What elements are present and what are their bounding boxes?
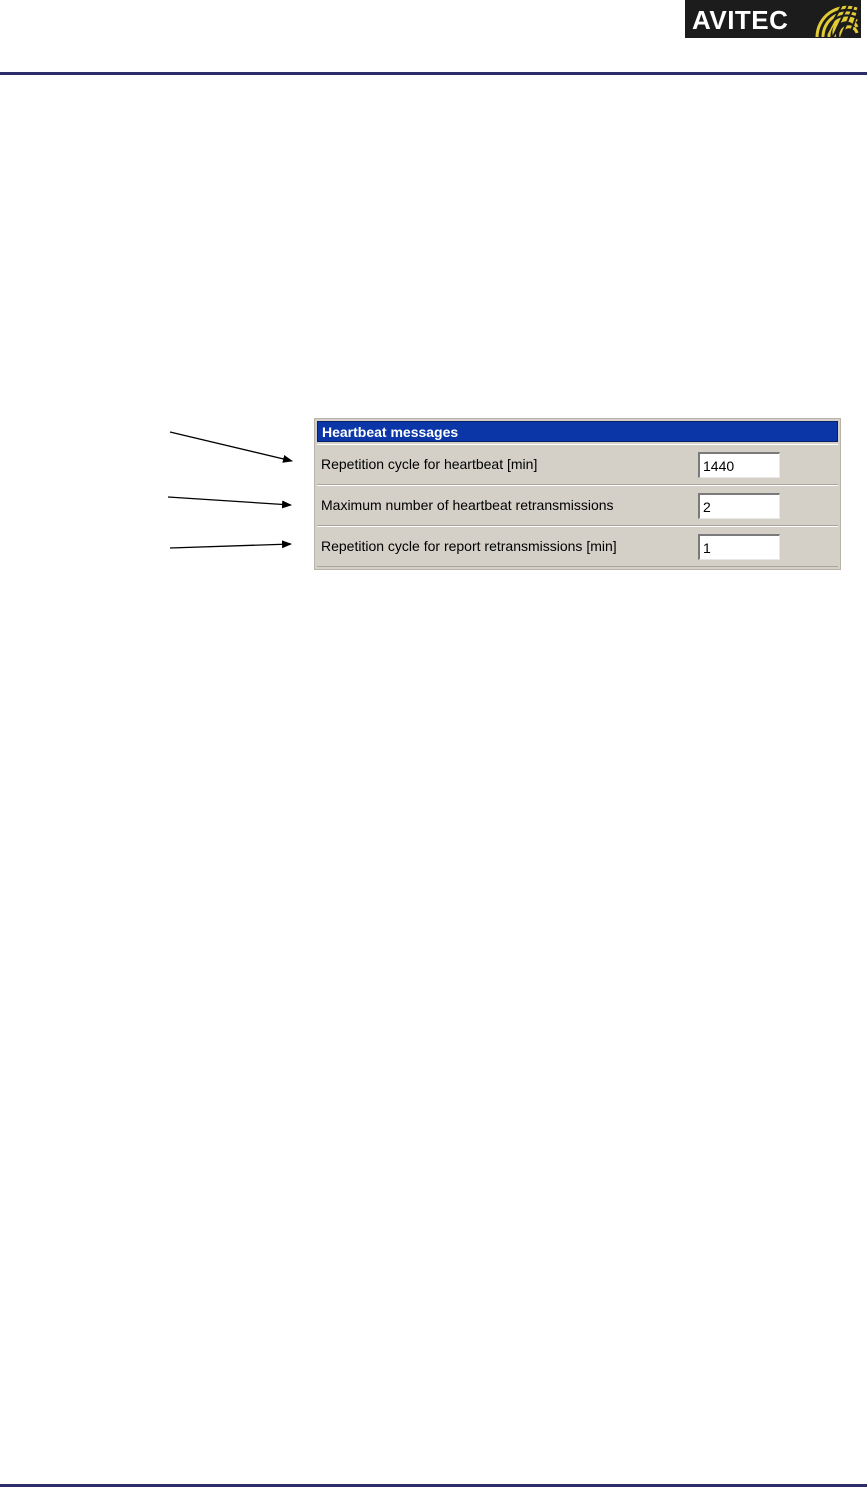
heartbeat-cycle-label: Repetition cycle for heartbeat [min] [321,456,538,472]
arrow-to-heartbeat-cycle [170,432,292,461]
report-retransmissions-input[interactable] [698,534,780,560]
footer-rule [0,1484,867,1487]
heartbeat-retransmissions-label: Maximum number of heartbeat retransmissions [321,497,614,513]
heartbeat-retransmissions-input[interactable] [698,493,780,519]
heartbeat-cycle-input[interactable] [698,452,780,478]
panel-title: Heartbeat messages [317,421,838,442]
logo-text: AVITEC [692,5,789,35]
heartbeat-retransmissions-row [317,485,838,526]
arrow-to-heartbeat-retransmissions [168,497,291,505]
heartbeat-messages-panel [314,418,841,570]
report-retransmissions-label: Repetition cycle for report retransmissions [min] [321,538,617,554]
arrow-to-report-retransmissions [170,544,291,548]
report-retransmissions-row [317,526,838,567]
heartbeat-cycle-row [317,444,838,485]
